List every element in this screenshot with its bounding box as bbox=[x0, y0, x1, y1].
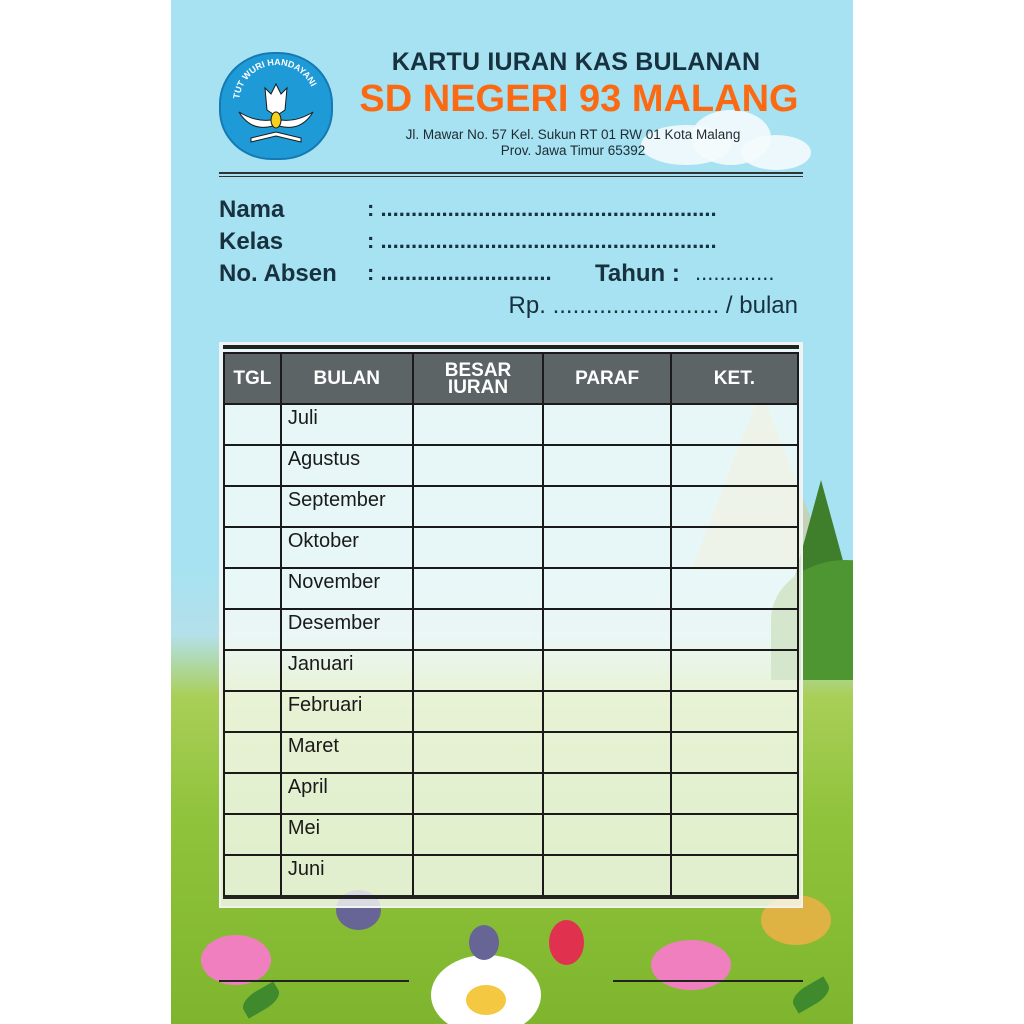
table-row bbox=[224, 773, 798, 814]
tgl-cell[interactable] bbox=[224, 814, 281, 855]
no-absen-field[interactable]: : ............................ bbox=[367, 260, 552, 285]
card-title: KARTU IURAN KAS BULANAN bbox=[391, 48, 761, 76]
besar-iuran-cell[interactable] bbox=[413, 732, 544, 773]
ket-cell[interactable] bbox=[671, 691, 798, 732]
besar-iuran-cell[interactable] bbox=[413, 691, 544, 732]
paraf-cell[interactable] bbox=[543, 691, 670, 732]
table-row bbox=[224, 855, 798, 896]
table-row bbox=[224, 814, 798, 855]
tgl-cell[interactable] bbox=[224, 527, 281, 568]
kelas-label: Kelas bbox=[219, 228, 284, 255]
daisy-center-decoration bbox=[466, 985, 506, 1015]
besar-iuran-cell[interactable] bbox=[413, 404, 544, 445]
ket-cell[interactable] bbox=[671, 527, 798, 568]
paraf-cell[interactable] bbox=[543, 855, 670, 896]
header-divider bbox=[219, 176, 803, 177]
ket-cell[interactable] bbox=[671, 814, 798, 855]
table-row bbox=[224, 527, 798, 568]
bulan-cell: September bbox=[281, 486, 413, 527]
tgl-cell[interactable] bbox=[224, 650, 281, 691]
header-bulan: BULAN bbox=[281, 353, 413, 404]
besar-iuran-cell[interactable] bbox=[413, 527, 544, 568]
table-row bbox=[224, 568, 798, 609]
nama-field[interactable]: : ....................................................... bbox=[367, 196, 717, 221]
paraf-cell[interactable] bbox=[543, 814, 670, 855]
tut-wuri-handayani-logo bbox=[219, 52, 333, 160]
shoe-decoration bbox=[549, 920, 584, 965]
bulan-cell: Juli bbox=[281, 404, 413, 445]
payment-card bbox=[171, 0, 853, 1024]
ket-cell[interactable] bbox=[671, 650, 798, 691]
besar-iuran-cell[interactable] bbox=[413, 609, 544, 650]
address-line-2: Prov. Jawa Timur 65392 bbox=[500, 143, 646, 158]
header-tgl: TGL bbox=[224, 353, 281, 404]
nama-label: Nama bbox=[219, 196, 285, 223]
paraf-cell[interactable] bbox=[543, 773, 670, 814]
payment-table bbox=[223, 352, 799, 897]
rp-per-month-field[interactable]: Rp. ......................... / bulan bbox=[508, 292, 798, 319]
tgl-cell[interactable] bbox=[224, 855, 281, 896]
bulan-cell: Januari bbox=[281, 650, 413, 691]
bulan-cell: Agustus bbox=[281, 445, 413, 486]
logo-emblem-icon bbox=[221, 54, 331, 158]
shoe-decoration bbox=[469, 925, 499, 960]
kelas-field[interactable]: : ....................................................... bbox=[367, 228, 717, 253]
table-row bbox=[224, 691, 798, 732]
ket-cell[interactable] bbox=[671, 609, 798, 650]
tgl-cell[interactable] bbox=[224, 486, 281, 527]
table-bottom-border bbox=[223, 895, 799, 899]
besar-iuran-cell[interactable] bbox=[413, 486, 544, 527]
bulan-cell: Mei bbox=[281, 814, 413, 855]
table-row bbox=[224, 650, 798, 691]
paraf-cell[interactable] bbox=[543, 486, 670, 527]
besar-iuran-cell[interactable] bbox=[413, 650, 544, 691]
school-name: SD NEGERI 93 MALANG bbox=[359, 78, 799, 120]
table-row bbox=[224, 609, 798, 650]
paraf-cell[interactable] bbox=[543, 732, 670, 773]
bulan-cell: Maret bbox=[281, 732, 413, 773]
header-paraf: PARAF bbox=[543, 353, 670, 404]
paraf-cell[interactable] bbox=[543, 404, 670, 445]
ket-cell[interactable] bbox=[671, 568, 798, 609]
ket-cell[interactable] bbox=[671, 486, 798, 527]
tgl-cell[interactable] bbox=[224, 568, 281, 609]
header-besar-iuran: BESAR IURAN bbox=[413, 353, 544, 404]
tahun-field[interactable]: ............. bbox=[695, 260, 775, 285]
tahun-label: Tahun : bbox=[595, 260, 680, 287]
bulan-cell: April bbox=[281, 773, 413, 814]
bulan-cell: Oktober bbox=[281, 527, 413, 568]
no-absen-label: No. Absen bbox=[219, 260, 337, 287]
paraf-cell[interactable] bbox=[543, 445, 670, 486]
ket-cell[interactable] bbox=[671, 404, 798, 445]
ket-cell[interactable] bbox=[671, 773, 798, 814]
besar-iuran-cell[interactable] bbox=[413, 814, 544, 855]
bulan-cell: Desember bbox=[281, 609, 413, 650]
besar-iuran-cell[interactable] bbox=[413, 855, 544, 896]
address-line-1: Jl. Mawar No. 57 Kel. Sukun RT 01 RW 01 Kota Malang bbox=[405, 127, 741, 142]
besar-iuran-cell[interactable] bbox=[413, 445, 544, 486]
table-row bbox=[224, 404, 798, 445]
ket-cell[interactable] bbox=[671, 855, 798, 896]
flower-decoration bbox=[651, 940, 731, 990]
tgl-cell[interactable] bbox=[224, 773, 281, 814]
ket-cell[interactable] bbox=[671, 445, 798, 486]
besar-iuran-cell[interactable] bbox=[413, 773, 544, 814]
flower-decoration bbox=[201, 935, 271, 985]
svg-text:TUT WURI HANDAYANI: TUT WURI HANDAYANI bbox=[231, 56, 319, 100]
header-ket: KET. bbox=[671, 353, 798, 404]
table-top-border bbox=[223, 345, 799, 349]
table-row bbox=[224, 732, 798, 773]
paraf-cell[interactable] bbox=[543, 650, 670, 691]
tgl-cell[interactable] bbox=[224, 609, 281, 650]
bulan-cell: November bbox=[281, 568, 413, 609]
bulan-cell: Februari bbox=[281, 691, 413, 732]
paraf-cell[interactable] bbox=[543, 568, 670, 609]
besar-iuran-cell[interactable] bbox=[413, 568, 544, 609]
table-row bbox=[224, 486, 798, 527]
paraf-cell[interactable] bbox=[543, 609, 670, 650]
tgl-cell[interactable] bbox=[224, 404, 281, 445]
tgl-cell[interactable] bbox=[224, 732, 281, 773]
header-divider bbox=[219, 172, 803, 174]
ket-cell[interactable] bbox=[671, 732, 798, 773]
paraf-cell[interactable] bbox=[543, 527, 670, 568]
leaf-decoration bbox=[239, 981, 284, 1018]
tgl-cell[interactable] bbox=[224, 691, 281, 732]
table-row bbox=[224, 445, 798, 486]
bulan-cell: Juni bbox=[281, 855, 413, 896]
tgl-cell[interactable] bbox=[224, 445, 281, 486]
signature-line-left[interactable] bbox=[219, 980, 409, 982]
signature-line-right[interactable] bbox=[613, 980, 803, 982]
table-header-row bbox=[224, 353, 798, 404]
school-address bbox=[371, 127, 775, 159]
